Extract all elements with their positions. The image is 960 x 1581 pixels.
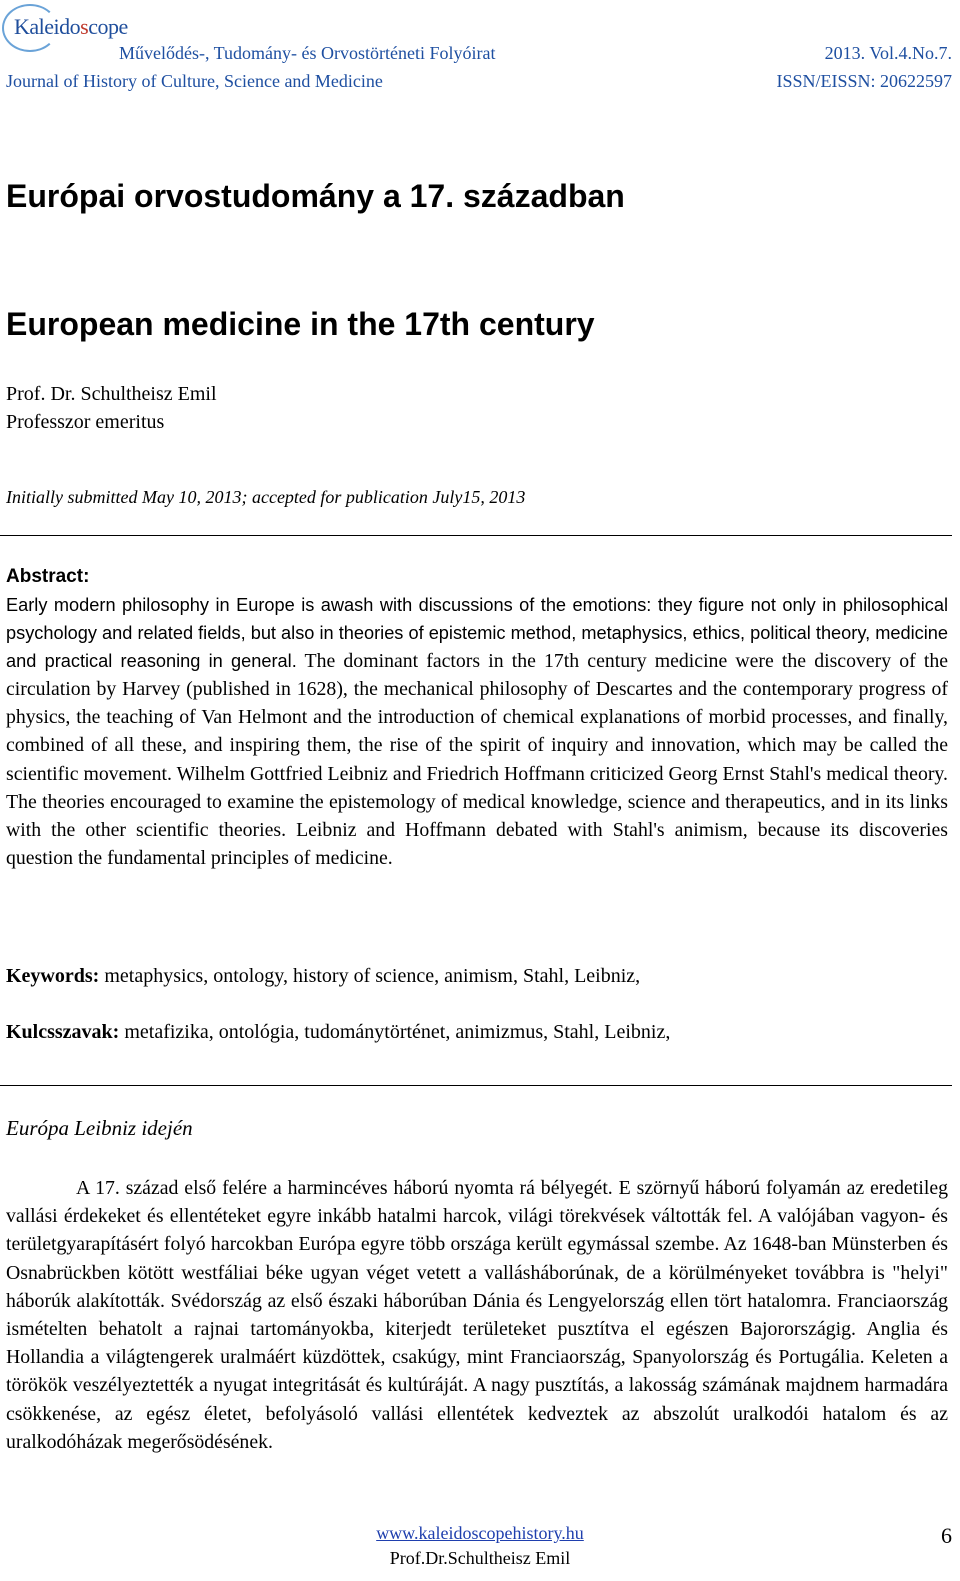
- keywords-label: Keywords:: [6, 965, 100, 987]
- divider: [0, 535, 952, 536]
- journal-volume: 2013. Vol.4.No.7.: [824, 43, 952, 63]
- author-name: Prof. Dr. Schultheisz Emil: [6, 383, 217, 405]
- journal-name-hu: Művelődés-, Tudomány- és Orvostörténeti Folyóirat: [119, 43, 496, 63]
- abstract-heading: Abstract:: [6, 566, 90, 587]
- kulcsszavak-text: metafizika, ontológia, tudománytörténet, animizmus, Stahl, Leibniz,: [119, 1021, 671, 1043]
- logo-text-accent: s: [80, 14, 89, 39]
- article-title-en: European medicine in the 17th century: [6, 306, 595, 342]
- keywords-text: metaphysics, ontology, history of science, animism, Stahl, Leibniz,: [99, 965, 641, 987]
- footer-website-link[interactable]: www.kaleidoscopehistory.hu: [376, 1523, 584, 1543]
- journal-issn: ISSN/EISSN: 20622597: [776, 71, 952, 91]
- journal-name-en: Journal of History of Culture, Science and Medicine: [6, 71, 383, 91]
- logo-text-post: cope: [88, 14, 128, 39]
- keywords: [6, 965, 640, 988]
- abstract-text-part2: The dominant factors in the 17th century medicine were the discovery of the circulation by Harvey (published in 1628), the mechanical philosophy of Descartes and the contemporary progress of physics, the teaching of Van Helmont and the introduction of chemical explanations of morbid processes, and finally, combined of all these, and inspiring them, the rise of the spirit of inquiry and innovation, which may be called the scientific movement. Wilhelm Gottfried Leibniz and Friedrich Hoffmann criticized Georg Ernst Stahl's medical theory. The theories encouraged to examine the epistemology of medical knowledge, science and therapeutics, and in its links with the other scientific theories. Leibniz and Hoffmann debated with Stahl's animism, because its discoveries question the fundamental principles of medicine.: [6, 650, 949, 869]
- abstract-text: [6, 591, 948, 872]
- page-number: 6: [941, 1523, 952, 1548]
- journal-logo: [14, 14, 128, 40]
- logo-text-pre: Kaleido: [14, 14, 81, 39]
- author-role: Professzor emeritus: [6, 411, 165, 433]
- section-title: Európa Leibniz idején: [6, 1116, 193, 1140]
- footer-author: Prof.Dr.Schultheisz Emil: [389, 1548, 571, 1568]
- abstract-text-part1: Early modern philosophy in Europe is awash with discussions of the emotions: they figure not only in philosophical psychology and related fields, but also in theories of epistemic method, metaphysics, ethics, political theory, medicine and practical reasoning in general.: [6, 595, 948, 672]
- divider: [0, 1085, 952, 1086]
- article-title-hu: Európai orvostudomány a 17. században: [6, 178, 625, 214]
- submission-dates: Initially submitted May 10, 2013; accepted for publication July15, 2013: [6, 487, 526, 507]
- kulcsszavak-label: Kulcsszavak:: [6, 1021, 120, 1043]
- kulcsszavak: [6, 1021, 670, 1044]
- section-paragraph-text: A 17. század első felére a harmincéves háború nyomta rá bélyegét. E szörnyű háború folyamán az eredetileg vallási érdekeket és ellentéteket egyre inkább hatalmi harcok, világi törekvések váltották fel. A valójában vagyon- és területgyarapításért folyó harcokban Európa egyre több országa került egymással szembe. Az 1648-ban Münsterben és Osnabrückben kötött westfáliai béke ugyan véget vetett a vallásháborúnak, de a körülményeket továbbra is "helyi" háborúk alakították. Svédország az első északi háborúban Dánia és Lengyelország ellen tört hatalomra. Franciaország ismételten behatolt a rajnai tartományokba, kiterjedt területeket pusztítva el egészen Bajorországig. Anglia és Hollandia a világtengerek uralmáért küzdöttek, csakúgy, mint Franciaország, Spanyolország és Portugália. Keleten a törökök veszélyeztették a nyugat integritását és kultúráját. A nagy pusztítás, a lakosság számának majdnem harmadára csökkenése, az egész életet, befolyásoló vallási ellentétek kedveztek az abszolút uralkodói hatalom és az uralkodóházak megerősödésének.: [6, 1177, 948, 1453]
- section-paragraph: [6, 1174, 948, 1456]
